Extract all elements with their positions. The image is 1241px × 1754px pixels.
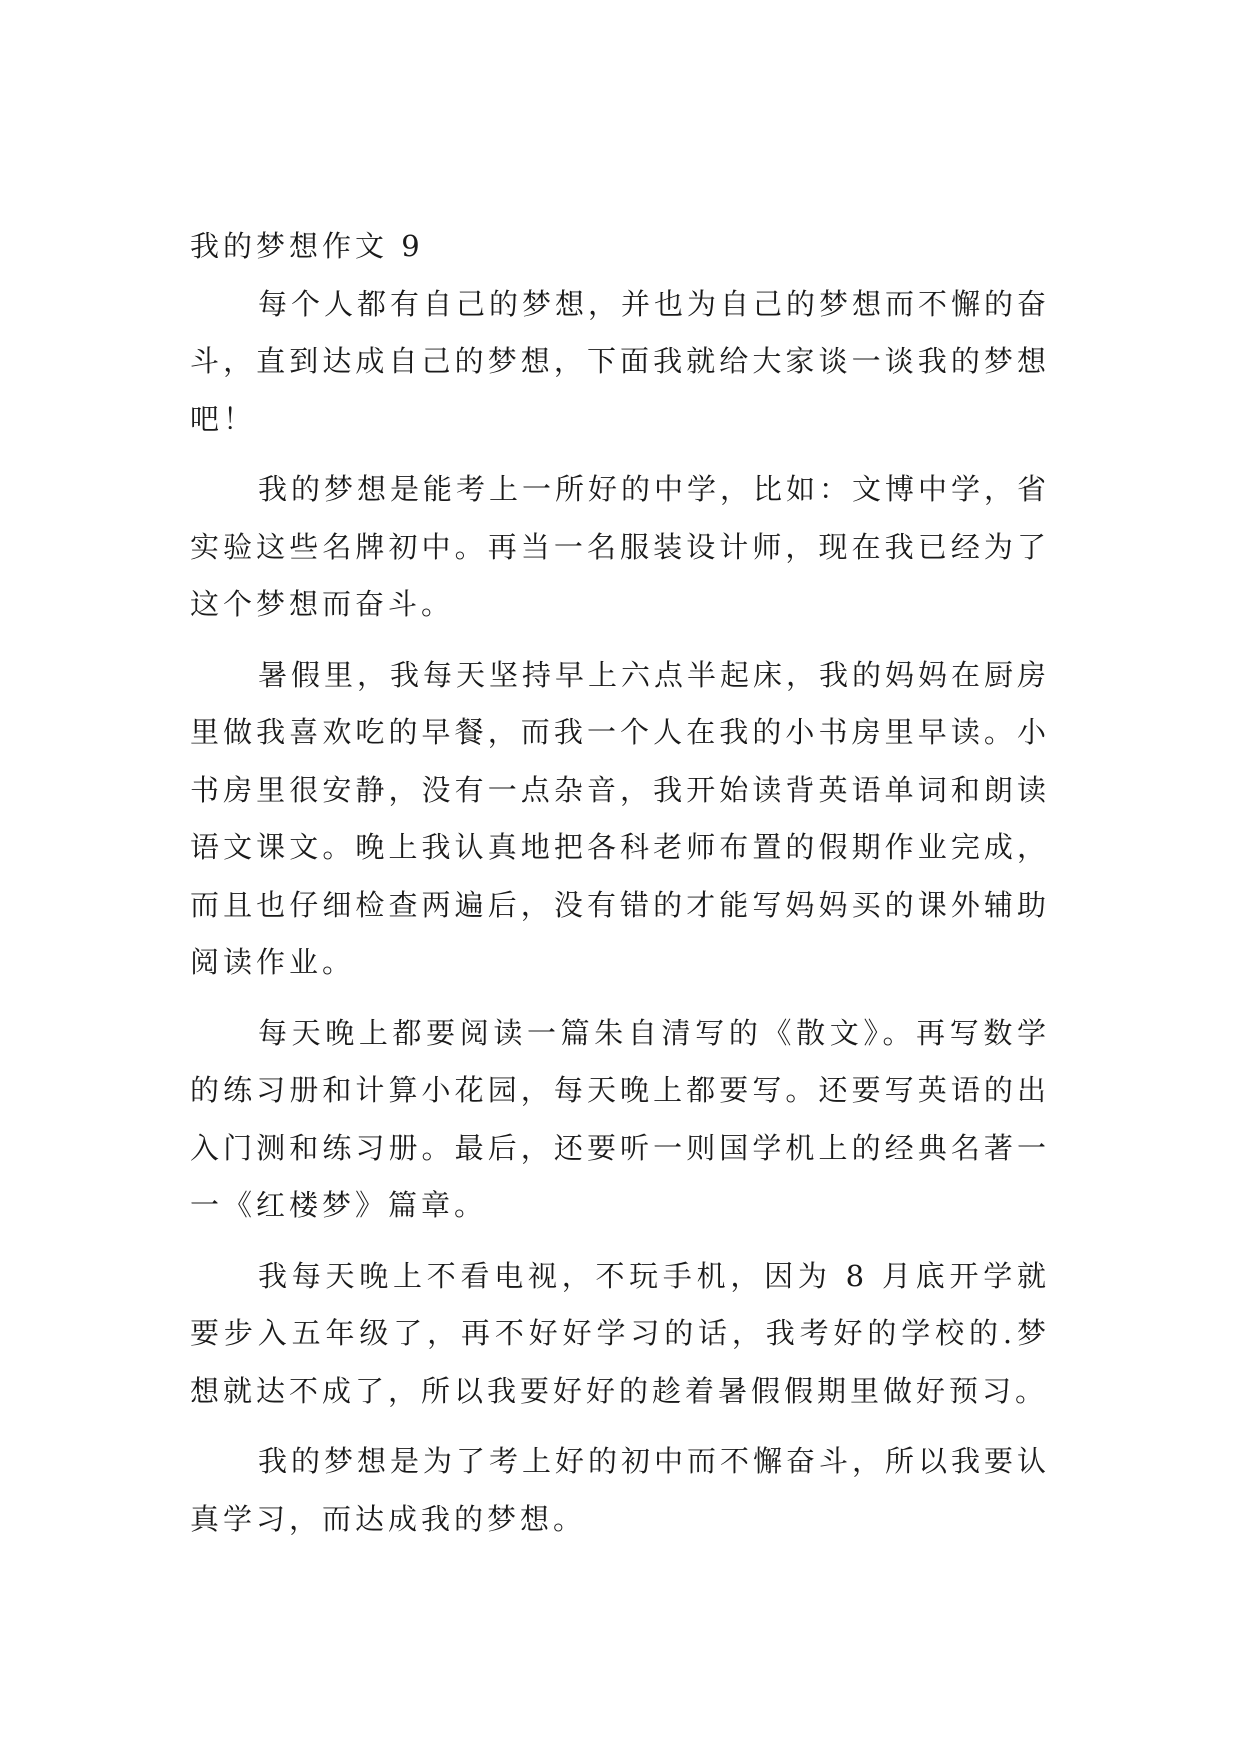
document-title: 我的梦想作文 9 — [190, 229, 424, 263]
paragraph: 每个人都有自己的梦想，并也为自己的梦想而不懈的奋斗，直到达成自己的梦想，下面我就给大家谈一谈我的梦想吧！ — [190, 286, 1051, 436]
paragraph: 我的梦想是为了考上好的初中而不懈奋斗，所以我要认真学习，而达成我的梦想。 — [190, 1444, 1051, 1536]
document-page — [190, 218, 1050, 1561]
paragraph: 暑假里，我每天坚持早上六点半起床，我的妈妈在厨房里做我喜欢吃的早餐，而我一个人在我的小书房里早读。小书房里很安静，没有一点杂音，我开始读背英语单词和朗读语文课文。晚上我认真地把各科老师布置的假期作业完成，而且也仔细检查两遍后，没有错的才能写妈妈买的课外辅助阅读作业。 — [190, 657, 1051, 979]
paragraph: 我每天晚上不看电视，不玩手机，因为 8 月底开学就要步入五年级了，再不好好学习的话，我考好的学校的.梦想就达不成了，所以我要好好的趁着暑假假期里做好预习。 — [190, 1258, 1050, 1408]
paragraph: 每天晚上都要阅读一篇朱自清写的《散文》。再写数学的练习册和计算小花园，每天晚上都要写。还要写英语的出入门测和练习册。最后，还要听一则国学机上的经典名著一一《红楼梦》篇章。 — [190, 1015, 1050, 1222]
paragraph: 我的梦想是能考上一所好的中学，比如：文博中学，省实验这些名牌初中。再当一名服装设计师，现在我已经为了这个梦想而奋斗。 — [190, 472, 1051, 621]
